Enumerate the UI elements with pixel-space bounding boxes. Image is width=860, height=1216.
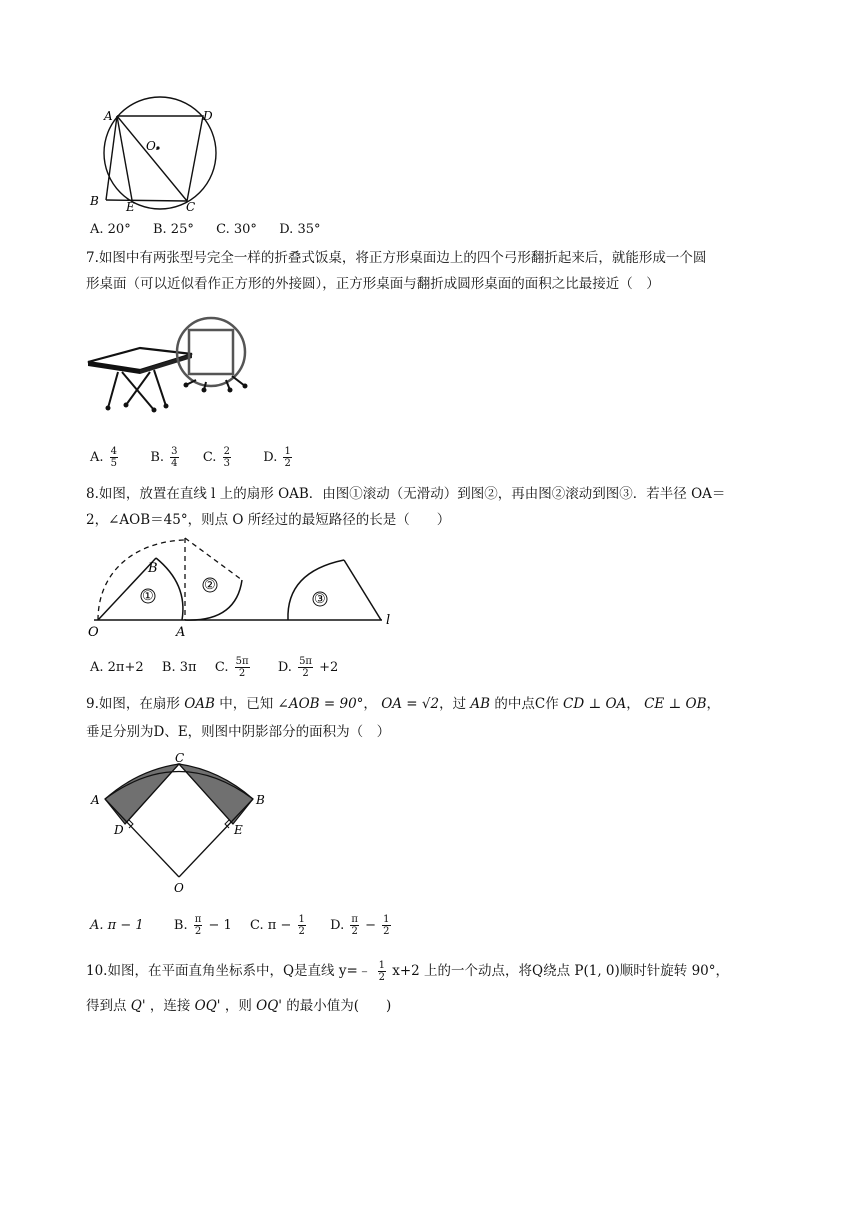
q7-option-d: D. $\frac{1}{2}$ xyxy=(263,446,291,469)
q9-option-d: D. $\frac{\pi}{2}$ − $\frac{1}{2}$ xyxy=(330,914,390,937)
q9-label-c: C xyxy=(175,752,185,765)
q6-label-c: C xyxy=(186,200,196,212)
q9-option-b: B. $\frac{\pi}{2}$ − 1 xyxy=(173,914,232,937)
q7-option-c: C. $\frac{2}{3}$ xyxy=(202,446,230,469)
q8-label-b: B xyxy=(148,561,158,576)
q8-option-c: C. $\frac{5\pi}{2}$ xyxy=(214,656,249,679)
q9-stem-line2: 垂足分别为D、E，则图中阴影部分的面积为（ ） xyxy=(86,724,391,740)
q9-label-d: D xyxy=(114,823,124,837)
q9-stem-line1: 9.如图，在扇形 OAB 中，已知 ∠AOB = 90°， OA = √2，过 AB 的中点C作 CD ⊥ OA， CE ⊥ OB， xyxy=(86,696,721,712)
q6-option-d: D. 35° xyxy=(279,222,321,237)
q8-stem-line1: 8.如图，放置在直线 l 上的扇形 OAB．由图①滚动（无滑动）到图②，再由图②滚动到图③．若半径 OA＝ xyxy=(86,486,726,502)
q6-label-a: A xyxy=(104,109,113,123)
q7-options xyxy=(90,446,294,469)
q10-stem-line1: 10.如图，在平面直角坐标系中，Q是直线 y=﹣ $\frac{1}{2}$ x+2 上的一个动点，将Q绕点 P(1, 0)顺时针旋转 90°， xyxy=(86,960,730,983)
q9-label-b: B xyxy=(256,793,265,807)
q9-figure xyxy=(88,752,278,897)
q8-circled-3: ③ xyxy=(314,592,326,607)
q8-option-a: A. 2π+2 xyxy=(90,660,144,675)
q9-option-c: C. π − $\frac{1}{2}$ xyxy=(250,914,305,937)
q8-figure xyxy=(84,532,404,642)
q9-options xyxy=(90,914,393,937)
q10-stem-line2: 得到点 Q' ，连接 OQ' ，则 OQ' 的最小值为( ) xyxy=(86,998,392,1014)
q6-option-c: C. 30° xyxy=(216,222,257,237)
q7-figure xyxy=(80,310,260,420)
q7-stem-line2: 形桌面（可以近似看作正方形的外接圆），正方形桌面与翻折成圆形桌面的面积之比最接近（ ） xyxy=(86,276,660,292)
q6-label-e: E xyxy=(126,200,135,212)
q6-figure xyxy=(84,92,224,212)
q7-option-b: B. $\frac{3}{4}$ xyxy=(150,446,178,469)
q6-options xyxy=(90,220,321,240)
q8-label-o: O xyxy=(88,625,99,640)
q7-option-a: A. $\frac{4}{5}$ xyxy=(90,446,118,469)
q8-option-d: D. $\frac{5\pi}{2}$ +2 xyxy=(277,656,339,679)
q8-label-l: l xyxy=(386,613,391,628)
q9-label-e: E xyxy=(234,823,243,837)
q9-label-o: O xyxy=(174,881,184,895)
q8-circled-2: ② xyxy=(204,578,216,593)
q6-option-b: B. 25° xyxy=(152,222,194,237)
q6-option-a: A. 20° xyxy=(90,222,131,237)
q6-label-d: D xyxy=(203,109,213,123)
q8-circled-1: ① xyxy=(142,589,154,604)
q8-options xyxy=(90,656,338,679)
q6-label-b: B xyxy=(90,194,99,208)
q8-option-b: B. 3π xyxy=(161,660,197,675)
q8-label-a: A xyxy=(176,625,186,640)
q7-stem-line1: 7.如图中有两张型号完全一样的折叠式饭桌，将正方形桌面边上的四个弓形翻折起来后，就能形成一个圆 xyxy=(86,250,707,266)
q9-label-a: A xyxy=(91,793,100,807)
q6-label-o: O. xyxy=(146,139,159,153)
q9-option-a: A. π − 1 xyxy=(90,918,144,933)
q8-stem-line2: 2，∠AOB＝45°，则点 O 所经过的最短路径的长是（ ） xyxy=(86,512,451,528)
